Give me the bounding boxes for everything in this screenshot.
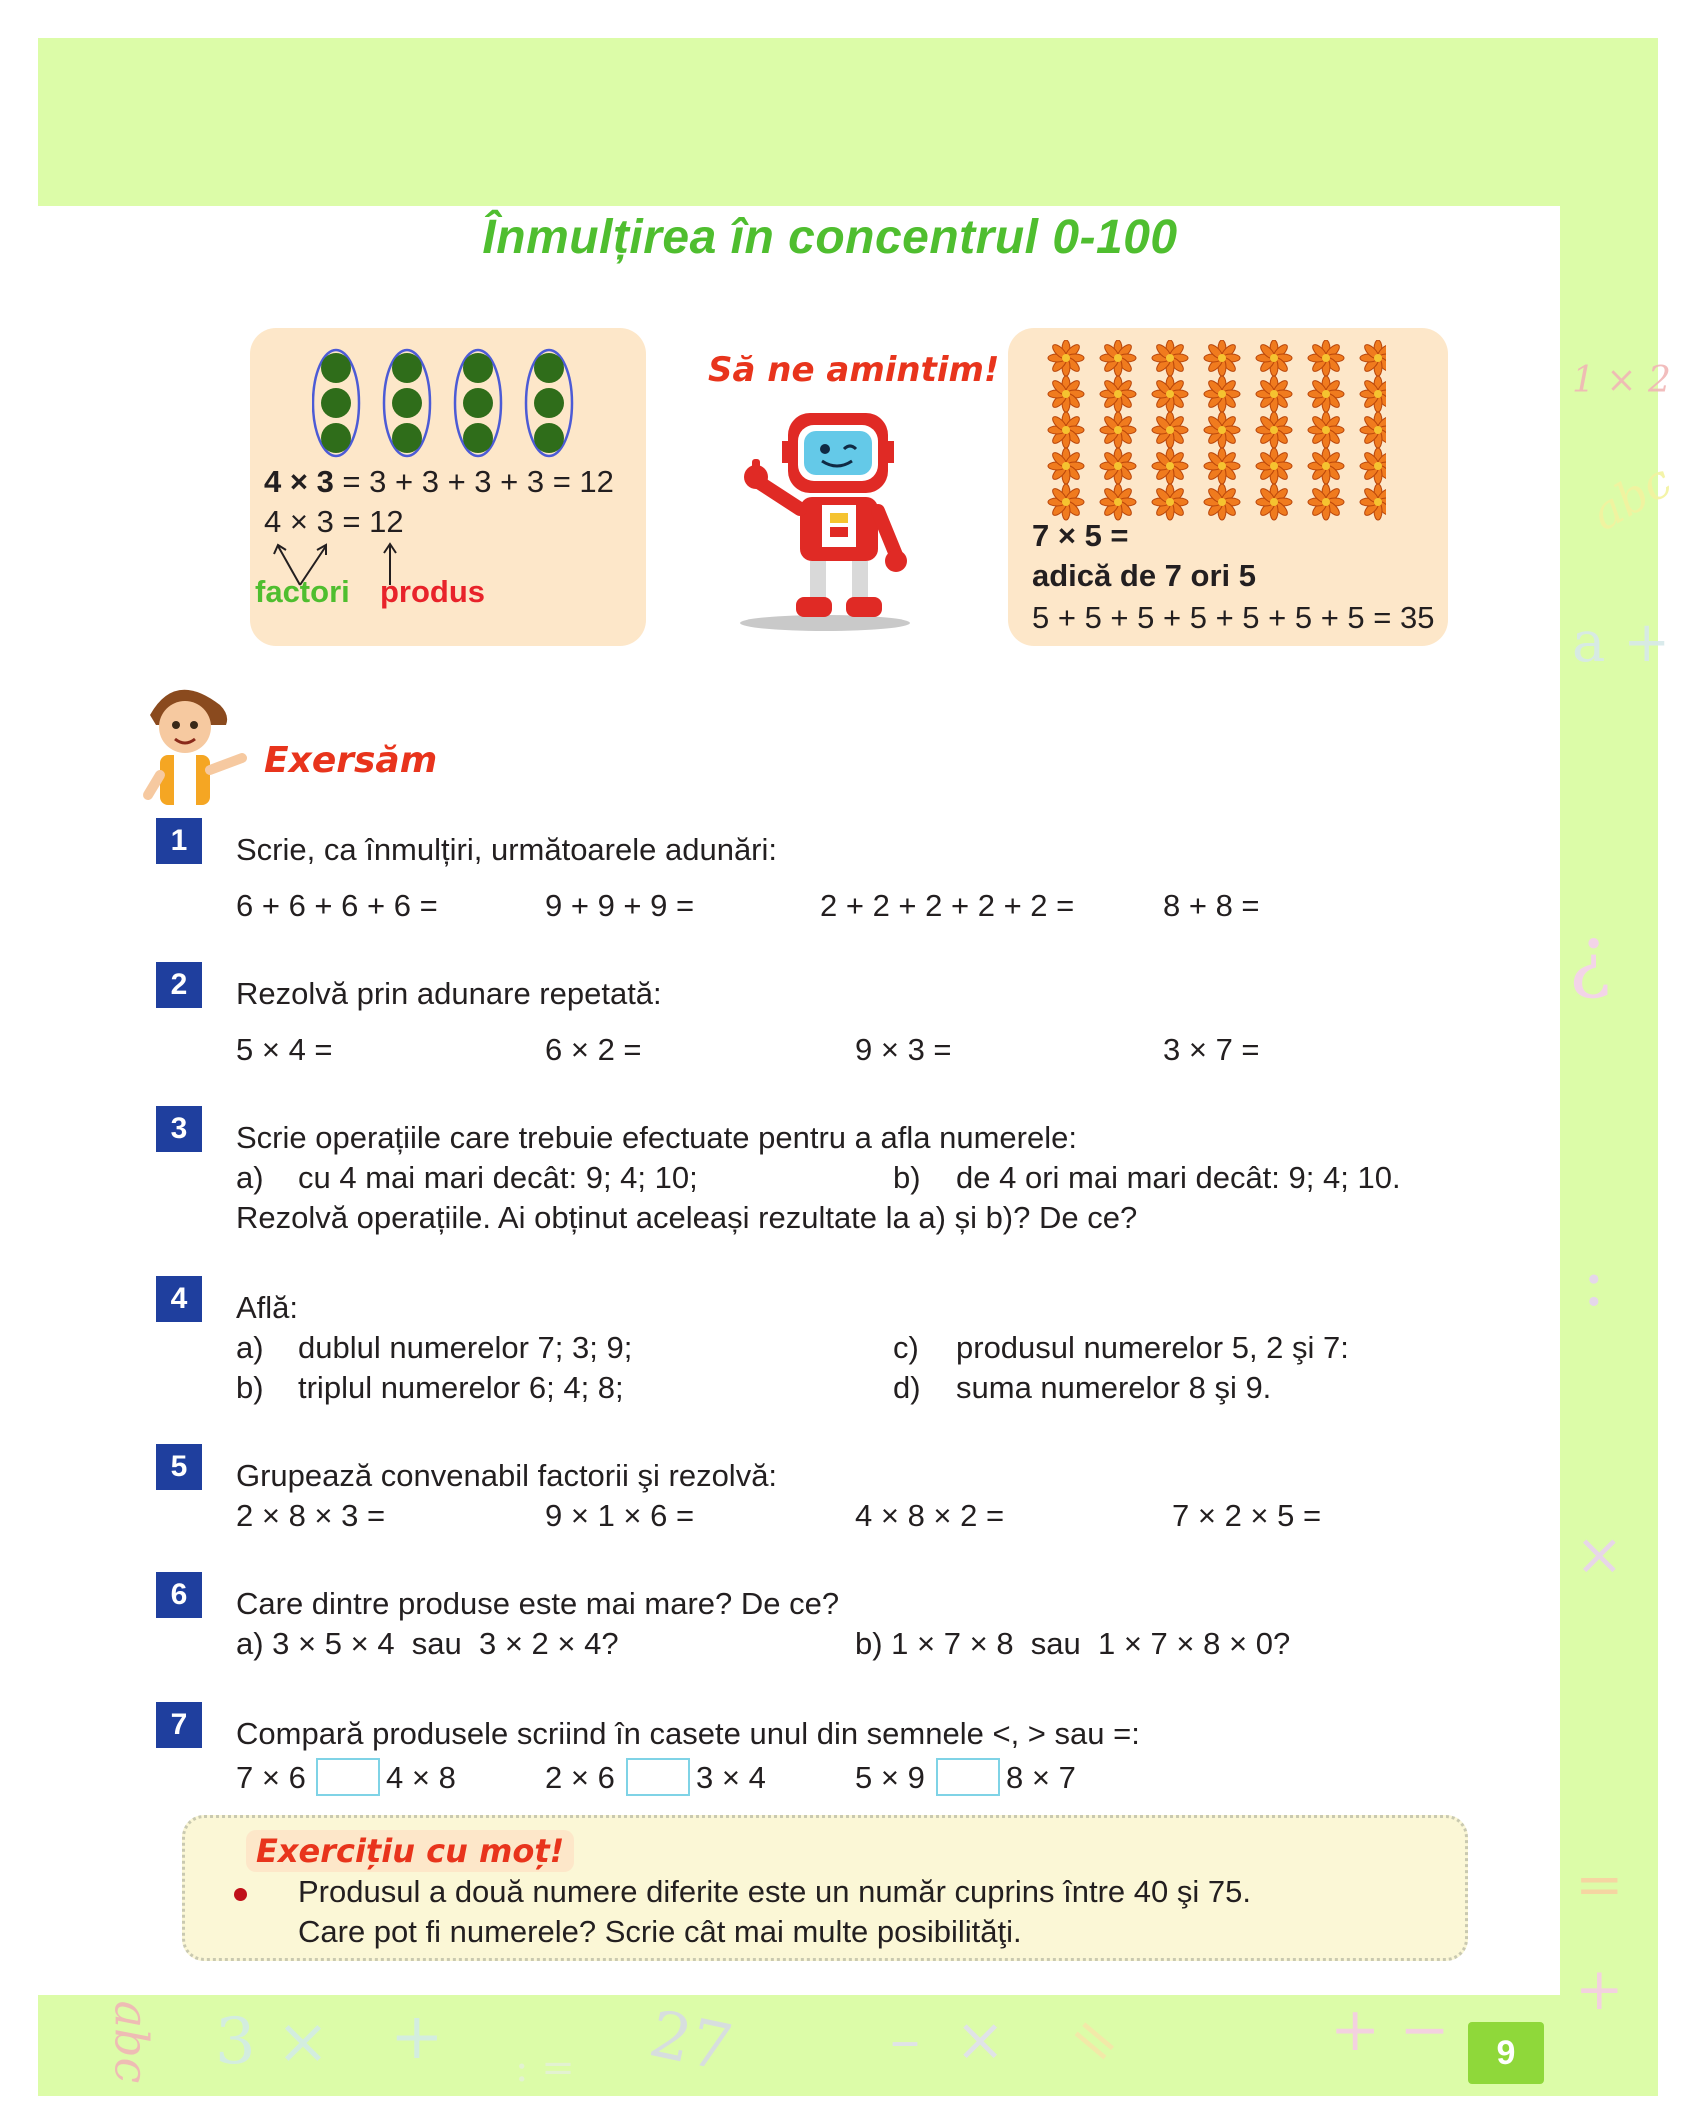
exercise-instruction: Rezolvă prin adunare repetată:	[236, 976, 662, 1011]
item-text: dublul numerelor 7; 3; 9;	[298, 1330, 633, 1365]
exercise-instruction: Scrie, ca înmulțiri, următoarele adunări:	[236, 832, 778, 867]
flower-icon	[1256, 340, 1292, 376]
exercise-number-badge: 4	[156, 1276, 202, 1322]
item-text: cu 4 mai mari decât: 9; 4; 10;	[298, 1160, 698, 1195]
compare-right: 4 × 8	[386, 1760, 456, 1795]
decor-text: + −	[1330, 1995, 1450, 2065]
exercise-extra-instruction: Rezolvă operațiile. Ai obținut aceleași rezultate la a) și b)? De ce?	[236, 1200, 1138, 1235]
exercise-item: 7 × 2 × 5 =	[1172, 1498, 1322, 1533]
decor-text: =	[1575, 1850, 1624, 1918]
exercise-number-badge: 1	[156, 818, 202, 864]
answer-box[interactable]	[626, 1758, 690, 1796]
flower-icon	[1048, 412, 1084, 448]
exercise-instruction: Află:	[236, 1290, 299, 1325]
groups-illustration	[312, 346, 592, 461]
item-text: suma numerelor 8 şi 9.	[956, 1370, 1272, 1405]
flower-icon	[1256, 376, 1292, 412]
decor-text: +	[390, 2000, 444, 2074]
boy-illustration	[130, 675, 250, 815]
exercise-item: 6 + 6 + 6 + 6 =	[236, 888, 438, 923]
exercise-item: 2 + 2 + 2 + 2 + 2 =	[820, 888, 1075, 923]
decor-text: –	[890, 2005, 920, 2075]
flower-icon	[1360, 448, 1386, 484]
item-label: c)	[893, 1330, 919, 1365]
flower-icon	[1100, 340, 1136, 376]
flower-icon	[1204, 448, 1240, 484]
flower-icon	[1360, 412, 1386, 448]
decor-text: ×	[955, 2005, 1006, 2075]
flower-grid	[1046, 340, 1386, 528]
item-text: de 4 ori mai mari decât: 9; 4; 10.	[956, 1160, 1401, 1195]
exercise-number-badge: 7	[156, 1702, 202, 1748]
multiplication-line: 4 × 3 = 12	[264, 504, 404, 539]
item-label: a)	[236, 1330, 264, 1365]
decor-text: : =	[515, 2045, 575, 2091]
flower-icon	[1308, 340, 1344, 376]
flower-icon	[1048, 448, 1084, 484]
factors-label: factori	[255, 574, 350, 609]
decor-text: ?	[1570, 920, 1613, 1013]
decor-text: =	[1053, 1997, 1137, 2083]
decor-text: a +	[1572, 610, 1671, 675]
flower-icon	[1204, 376, 1240, 412]
flower-icon	[1308, 448, 1344, 484]
flower-icon	[1308, 376, 1344, 412]
flowers-sum: 5 + 5 + 5 + 5 + 5 + 5 + 5 = 35	[1032, 600, 1435, 635]
flower-icon	[1360, 340, 1386, 376]
flower-icon	[1204, 412, 1240, 448]
flower-icon	[1360, 484, 1386, 520]
bonus-heading: Exercițiu cu moț!	[246, 1830, 574, 1872]
exercise-instruction: Grupează convenabil factorii şi rezolvă:	[236, 1458, 778, 1493]
exercise-item: 9 + 9 + 9 =	[545, 888, 695, 923]
flowers-multiplication: 7 × 5 =	[1032, 518, 1129, 553]
top-band	[38, 38, 1658, 206]
exercise-instruction: Compară produsele scriind în casete unul din semnele <, > sau =:	[236, 1716, 1140, 1751]
compare-left: 2 × 6	[545, 1760, 615, 1795]
item-text: triplul numerelor 6; 4; 8;	[298, 1370, 624, 1405]
flower-icon	[1152, 484, 1188, 520]
factors-card	[250, 328, 646, 646]
flowers-meaning: adică de 7 ori 5	[1032, 558, 1256, 593]
flower-icon	[1100, 484, 1136, 520]
flower-icon	[1308, 484, 1344, 520]
flower-icon	[1100, 448, 1136, 484]
flower-icon	[1204, 484, 1240, 520]
decor-text: 1 × 2	[1572, 360, 1671, 401]
flower-icon	[1048, 340, 1084, 376]
decor-text: 27	[643, 1997, 739, 2087]
flower-icon	[1256, 448, 1292, 484]
exercise-item: 4 × 8 × 2 =	[855, 1498, 1005, 1533]
flower-icon	[1152, 412, 1188, 448]
decor-text: abc	[104, 2000, 159, 2084]
item-text: b) 1 × 7 × 8 sau 1 × 7 × 8 × 0?	[855, 1626, 1291, 1661]
exercise-item: 9 × 3 =	[855, 1032, 952, 1067]
flower-icon	[1048, 484, 1084, 520]
decor-text: ×	[1575, 1520, 1624, 1588]
item-label: b)	[893, 1160, 921, 1195]
robot-illustration	[730, 405, 920, 635]
exercise-item: 5 × 4 =	[236, 1032, 333, 1067]
flower-icon	[1308, 412, 1344, 448]
bullet-icon	[234, 1888, 247, 1901]
decor-text: :	[1582, 1240, 1606, 1322]
multiplication-sum-line	[264, 464, 614, 500]
flower-icon	[1152, 448, 1188, 484]
flower-icon	[1100, 376, 1136, 412]
flowers-card	[1008, 328, 1448, 646]
flower-icon	[1152, 340, 1188, 376]
decor-text: +	[1575, 1955, 1624, 2023]
flower-icon	[1256, 484, 1292, 520]
item-text: a) 3 × 5 × 4 sau 3 × 2 × 4?	[236, 1626, 619, 1661]
product-label: produs	[380, 574, 486, 609]
exercise-item: 8 + 8 =	[1163, 888, 1260, 923]
decor-text: abc	[1582, 452, 1681, 542]
item-label: d)	[893, 1370, 921, 1405]
exercise-number-badge: 6	[156, 1572, 202, 1618]
compare-right: 8 × 7	[1006, 1760, 1076, 1795]
multiplication-bold: 4 × 3	[264, 464, 334, 499]
exercise-number-badge: 5	[156, 1444, 202, 1490]
flower-icon	[1204, 340, 1240, 376]
answer-box[interactable]	[316, 1758, 380, 1796]
answer-box[interactable]	[936, 1758, 1000, 1796]
flower-icon	[1256, 412, 1292, 448]
decor-text: 3 ×	[215, 2005, 330, 2079]
sum-text: = 3 + 3 + 3 + 3 = 12	[333, 464, 614, 499]
page-number: 9	[1468, 2022, 1544, 2084]
bonus-line: Produsul a două numere diferite este un număr cuprins între 40 şi 75.	[298, 1874, 1251, 1909]
exercise-item: 6 × 2 =	[545, 1032, 642, 1067]
exercise-item: 2 × 8 × 3 =	[236, 1498, 386, 1533]
page-title: Înmulțirea în concentrul 0-100	[482, 211, 1178, 264]
exercise-number-badge: 3	[156, 1106, 202, 1152]
flower-icon	[1100, 412, 1136, 448]
right-band	[1560, 38, 1658, 2096]
exercise-instruction: Care dintre produse este mai mare? De ce?	[236, 1586, 840, 1621]
item-label: a)	[236, 1160, 264, 1195]
compare-left: 7 × 6	[236, 1760, 306, 1795]
exercise-item: 3 × 7 =	[1163, 1032, 1260, 1067]
exercise-instruction: Scrie operațiile care trebuie efectuate pentru a afla numerele:	[236, 1120, 1077, 1155]
compare-left: 5 × 9	[855, 1760, 925, 1795]
bonus-line: Care pot fi numerele? Scrie cât mai multe posibilităţi.	[298, 1914, 1022, 1949]
item-label: b)	[236, 1370, 264, 1405]
exercise-number-badge: 2	[156, 962, 202, 1008]
item-text: produsul numerelor 5, 2 şi 7:	[956, 1330, 1349, 1365]
exercise-item: 9 × 1 × 6 =	[545, 1498, 695, 1533]
remember-heading: Să ne amintim!	[708, 350, 1000, 390]
flower-icon	[1360, 376, 1386, 412]
practice-heading: Exersăm	[264, 740, 438, 781]
compare-right: 3 × 4	[696, 1760, 766, 1795]
flower-icon	[1048, 376, 1084, 412]
flower-icon	[1152, 376, 1188, 412]
